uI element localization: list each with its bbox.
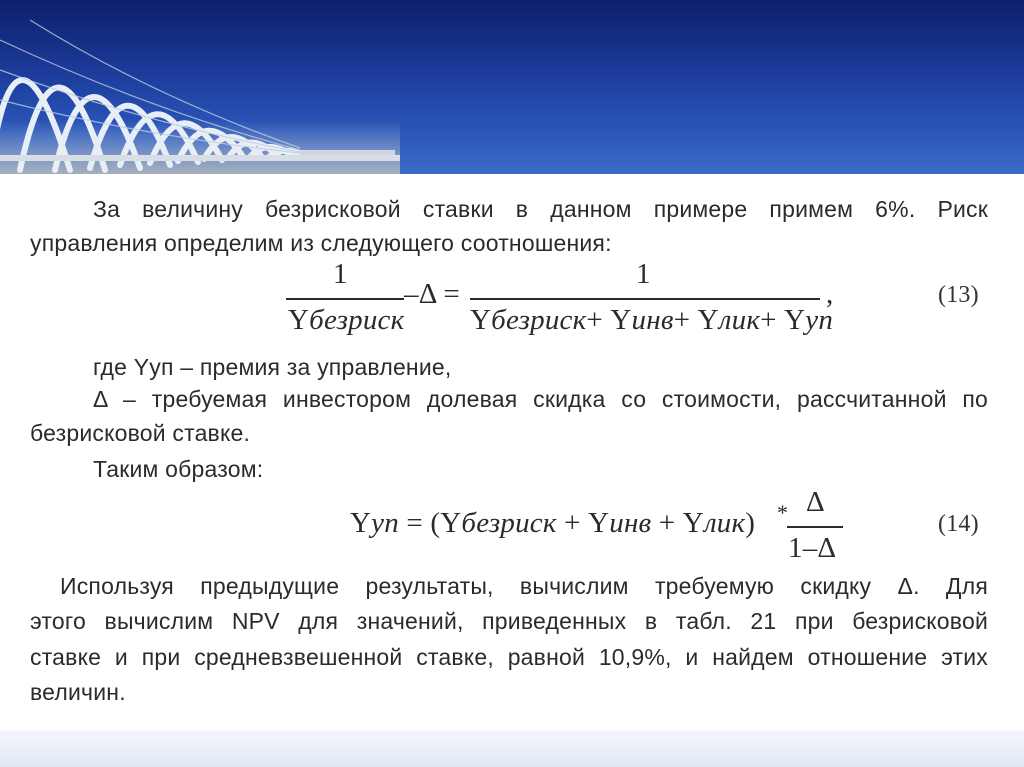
definition-line-2: Δ – требуемая инвестором долевая скидка со стоимости, рассчитанной по — [93, 386, 988, 412]
formula-13-frac1-numerator: 1 — [333, 258, 348, 290]
paragraph-2-line-4: величин. — [30, 679, 126, 705]
formula-13-comma: , — [826, 278, 834, 310]
formula-14-number: (14) — [938, 511, 979, 537]
formula-14-frac-numerator: Δ — [806, 486, 825, 518]
formula-14-body: Yуп = (Yбезриск + Yинв + Yлик) — [350, 507, 756, 539]
definition-line-1: где Yуп – премия за управление, — [93, 354, 452, 380]
formula-13-minus-delta: –Δ = — [404, 278, 460, 310]
arches-illustration — [0, 0, 420, 174]
formula-14-frac-bar — [787, 526, 843, 528]
formula-13-number: (13) — [938, 282, 979, 308]
definition-line-3: безрисковой ставке. — [30, 420, 251, 446]
paragraph-2-line-1: Используя предыдущие результаты, вычислим требуемую скидку Δ. Для — [60, 573, 988, 599]
formula-13-frac2-denominator: Yбезриск+ Yинв+ Yлик+ Yуп — [470, 304, 834, 336]
formula-13-frac1-bar — [286, 298, 404, 300]
formula-13-frac2-numerator: 1 — [636, 258, 651, 290]
paragraph-1-line-1: За величину безрисковой ставки в данном примере примем 6%. Риск — [93, 196, 988, 222]
formula-14-frac-denominator: 1–Δ — [788, 532, 837, 564]
formula-13-frac2-bar — [470, 298, 820, 300]
footer-band — [0, 730, 1024, 767]
formula-13-frac1-denominator: Yбезриск — [288, 304, 405, 336]
paragraph-1-line-2: управления определим из следующего соотношения: — [30, 230, 612, 256]
thus-label: Таким образом: — [93, 456, 264, 482]
formula-14-star: * — [777, 500, 789, 525]
paragraph-2-line-2: этого вычислим NPV для значений, приведенных в табл. 21 при безрисковой — [30, 608, 988, 634]
paragraph-2-line-3: ставке и при средневзвешенной ставке, равной 10,9%, и найдем отношение этих — [30, 644, 988, 670]
header-banner — [0, 0, 1024, 174]
slide-content — [0, 174, 1024, 730]
